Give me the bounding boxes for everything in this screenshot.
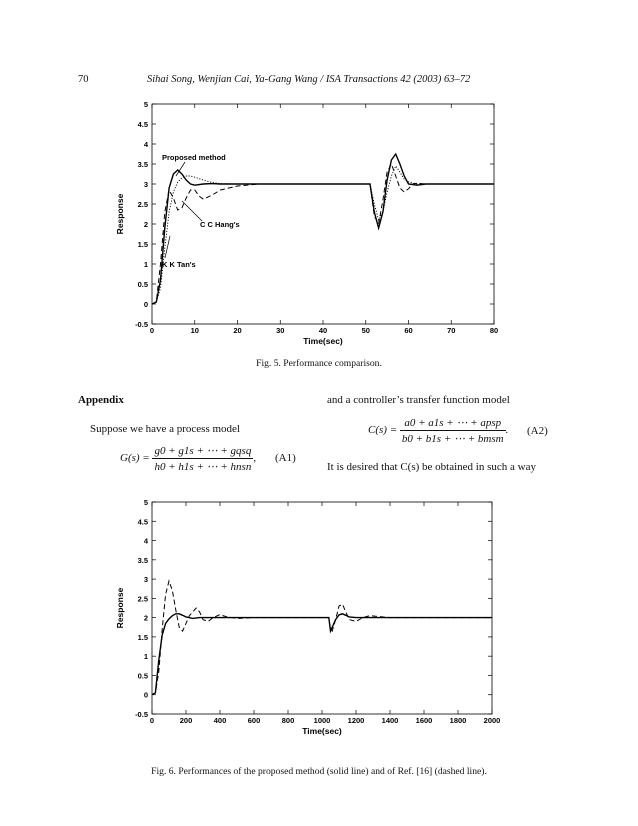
figure5-chart [110, 96, 510, 348]
y-tick-label: 0.5 [137, 671, 148, 681]
y-tick-label: 1 [143, 260, 148, 269]
annotation-arrow-hang [182, 201, 202, 221]
x-tick-label: 20 [233, 326, 242, 335]
equation-a1-denominator: h0 + h1s + ⋯ + hnsn [154, 461, 252, 473]
x-tick-label: 60 [404, 326, 413, 335]
y-tick-label: 3 [143, 575, 148, 585]
x-tick-label: 0 [149, 716, 155, 725]
annotation-tan: K K Tan's [162, 260, 196, 269]
x-tick-label: 10 [190, 326, 199, 335]
y-tick-label: 3.5 [137, 555, 148, 565]
y-tick-label: -0.5 [135, 320, 148, 329]
y-tick-label: 1.5 [137, 632, 148, 642]
series-line-solid [152, 154, 494, 304]
y-tick-label: 3.5 [137, 160, 148, 169]
x-tick-label: 1400 [381, 716, 399, 725]
y-tick-label: -0.5 [135, 710, 148, 719]
equation-a2-tag: (A2) [527, 425, 548, 437]
equation-a2-numerator: a0 + a1s + ⋯ + apsp [400, 416, 506, 431]
figure5-caption: Fig. 5. Performance comparison. [256, 358, 382, 369]
x-axis-label: Time(sec) [303, 336, 343, 346]
x-tick-label: 1600 [415, 716, 433, 725]
equation-a1-numerator: g0 + g1s + ⋯ + gqsq [154, 445, 252, 457]
series-line-dashed [152, 581, 492, 695]
y-tick-label: 0 [143, 690, 148, 700]
appendix-heading: Appendix [78, 394, 124, 406]
y-tick-label: 1.5 [137, 240, 148, 249]
y-tick-label: 0 [143, 300, 148, 309]
y-tick-label: 1 [143, 652, 148, 662]
x-tick-label: 1800 [449, 716, 467, 725]
x-tick-label: 50 [361, 326, 370, 335]
annotation-arrow-proposed [176, 162, 185, 176]
y-tick-label: 4.5 [137, 120, 148, 129]
equation-a2: C(s) = $\frac{\text{a0 + a1s + ⋯ + apsp}}{\text{b0 + b1s + ⋯ + bmsm}}$ . [368, 417, 509, 445]
figure6-chart [110, 494, 510, 738]
equation-a1-lhs: G(s) = [120, 452, 150, 465]
right-tail: It is desired that C(s) be obtained in such a way [327, 461, 536, 473]
page-number: 70 [78, 74, 89, 85]
x-tick-label: 400 [213, 716, 227, 725]
y-tick-label: 4.5 [137, 517, 148, 527]
equation-a1-fraction [152, 444, 253, 473]
y-tick-label: 2 [143, 613, 148, 623]
x-axis-label: Time(sec) [302, 726, 342, 736]
x-tick-label: 1000 [313, 716, 331, 725]
y-tick-label: 2.5 [137, 594, 148, 604]
series-line-dashed [152, 164, 494, 304]
x-tick-label: 800 [281, 716, 295, 725]
equation-a2-lhs: C(s) = [368, 424, 398, 437]
annotation-hang: C C Hang's [200, 220, 240, 229]
y-tick-label: 3 [143, 180, 148, 189]
y-tick-label: 4 [143, 140, 148, 149]
axes-frame [152, 502, 492, 714]
y-tick-label: 5 [143, 498, 148, 507]
figure6-caption: Fig. 6. Performances of the proposed method (solid line) and of Ref. [16] (dashed line). [151, 766, 487, 777]
annotation-proposed: Proposed method [162, 153, 226, 162]
x-tick-label: 1200 [347, 716, 365, 725]
y-tick-label: 5 [143, 100, 148, 109]
x-tick-label: 200 [179, 716, 193, 725]
y-tick-label: 0.5 [137, 280, 148, 289]
equation-a2-fraction [400, 416, 506, 445]
equation-a1: G(s) = $\frac{\text{g0 + g1s + ⋯ + gqsq}}{\text{h0 + h1s + ⋯ + hnsn}}$ , [120, 445, 257, 473]
axes-frame [152, 104, 494, 324]
y-tick-label: 2 [143, 220, 148, 229]
x-tick-label: 30 [276, 326, 285, 335]
y-axis-label: Response [115, 587, 125, 629]
x-tick-label: 2000 [483, 716, 501, 725]
y-tick-label: 2.5 [137, 200, 148, 209]
x-tick-label: 40 [318, 326, 328, 335]
x-tick-label: 70 [447, 326, 456, 335]
x-tick-label: 80 [489, 326, 499, 335]
series-line-dotted [152, 166, 494, 304]
x-tick-label: 600 [247, 716, 261, 725]
equation-a1-tag: (A1) [275, 452, 296, 464]
x-tick-label: 0 [149, 326, 155, 335]
right-intro: and a controller’s transfer function model [327, 394, 510, 406]
series-line-solid [152, 614, 492, 695]
appendix-intro: Suppose we have a process model [90, 423, 240, 435]
y-tick-label: 4 [143, 536, 148, 546]
running-head: Sihai Song, Wenjian Cai, Ya-Gang Wang / ISA Transactions 42 (2003) 63–72 [147, 74, 471, 85]
equation-a2-denominator: b0 + b1s + ⋯ + bmsm [401, 433, 504, 445]
y-axis-label: Response [115, 193, 125, 235]
